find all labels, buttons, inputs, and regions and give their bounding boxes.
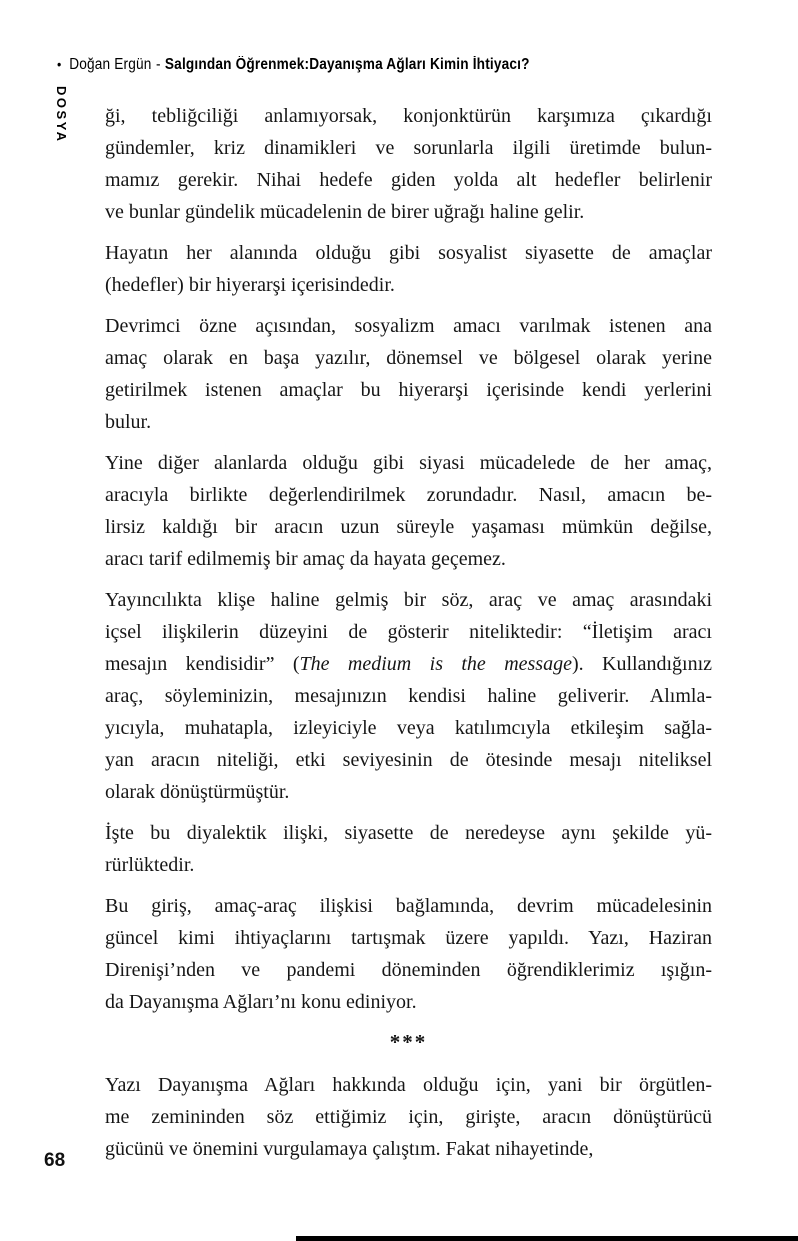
text-segment: Devrimci özne açısından, sosyalizm amacı varılmak istenen ana	[105, 315, 712, 337]
text-line	[105, 986, 712, 1018]
text-segment: araç, söyleminizin, mesajınızın kendisi haline geliverir. Alımla-	[105, 685, 712, 707]
text-segment: mesajın kendisidir” (	[105, 653, 300, 675]
text-line	[105, 511, 712, 543]
paragraph	[105, 237, 712, 301]
article-body	[105, 100, 712, 1174]
section-separator: ***	[389, 1030, 428, 1054]
page-header	[57, 56, 673, 74]
text-line	[105, 269, 712, 301]
text-line	[105, 406, 712, 438]
text-segment: (hedefler) bir hiyerarşi içerisindedir.	[105, 274, 395, 296]
text-line	[105, 776, 712, 808]
text-segment: ği, tebliğciliği anlamıyorsak, konjonktürün karşımıza çıkardığı	[105, 105, 712, 127]
text-line	[105, 954, 712, 986]
text-line	[105, 132, 712, 164]
text-segment: Yayıncılıkta klişe haline gelmiş bir söz, araç ve amaç arasındaki	[105, 589, 712, 611]
text-segment: ). Kullandığınız	[571, 653, 713, 675]
text-segment: mamız gerekir. Nihai hedefe giden yolda alt hedefler belirlenir	[105, 169, 712, 191]
text-line	[105, 680, 712, 712]
text-segment: Yazı Dayanışma Ağları hakkında olduğu için, yani bir örgütlen-	[105, 1074, 712, 1096]
paragraph	[105, 890, 712, 1018]
text-segment: lirsiz kaldığı bir aracın uzun süreyle yaşaması mümkün değilse,	[105, 516, 712, 538]
text-line	[105, 479, 712, 511]
text-line	[105, 584, 712, 616]
text-segment: bulur.	[105, 411, 152, 433]
text-line	[105, 817, 712, 849]
paragraph	[105, 310, 712, 438]
text-segment: İşte bu diyalektik ilişki, siyasette de neredeyse aynı şekilde yü-	[105, 822, 712, 844]
text-line	[105, 890, 712, 922]
header-separator: -	[155, 56, 161, 73]
paragraph	[105, 584, 712, 808]
text-segment: da Dayanışma Ağları’nı konu ediniyor.	[105, 991, 417, 1013]
header-bullet-icon: •	[57, 56, 62, 72]
text-segment: aracıyla birlikte değerlendirilmek zorundadır. Nasıl, amacın be-	[105, 484, 712, 506]
text-segment: aracı tarif edilmemiş bir amaç da hayata geçemez.	[105, 548, 506, 570]
text-line	[105, 543, 712, 575]
text-line	[105, 744, 712, 776]
article-title: Salgından Öğrenmek:Dayanışma Ağları Kimin İhtiyacı?	[164, 56, 530, 73]
text-segment: yıcıyla, muhatapla, izleyiciyle veya katılımcıyla etkileşim sağla-	[105, 717, 712, 739]
text-line	[105, 648, 712, 680]
text-segment: ve bunlar gündelik mücadelenin de birer uğrağı haline gelir.	[105, 201, 585, 223]
text-segment: getirilmek istenen amaçlar bu hiyerarşi içerisinde kendi yerlerini	[105, 379, 712, 401]
text-line	[105, 922, 712, 954]
text-line	[105, 447, 712, 479]
text-line	[105, 1133, 712, 1165]
text-segment: gündemler, kriz dinamikleri ve sorunlarla ilgili üretimde bulun-	[105, 137, 712, 159]
text-segment: amaç olarak en başa yazılır, dönemsel ve bölgesel olarak yerine	[105, 347, 712, 369]
text-line	[105, 310, 712, 342]
text-segment: me zemininden söz ettiğimiz için, girişte, aracın dönüştürücü	[105, 1106, 712, 1128]
page-number: 68	[44, 1150, 66, 1171]
page-bottom-edge	[296, 1236, 798, 1241]
text-segment: güncel kimi ihtiyaçlarını tartışmak üzere yapıldı. Yazı, Haziran	[105, 927, 712, 949]
text-line	[105, 712, 712, 744]
text-line	[105, 849, 712, 881]
author-name: Doğan Ergün	[69, 56, 152, 73]
text-line	[105, 237, 712, 269]
text-line	[105, 374, 712, 406]
text-segment: Bu giriş, amaç-araç ilişkisi bağlamında, devrim mücadelesinin	[105, 895, 712, 917]
text-segment: Yine diğer alanlarda olduğu gibi siyasi mücadelede de her amaç,	[105, 452, 712, 474]
paragraph	[105, 817, 712, 881]
text-line	[105, 164, 712, 196]
text-segment: rürlüktedir.	[105, 854, 195, 876]
paragraph	[105, 100, 712, 228]
paragraph	[105, 447, 712, 575]
text-line	[105, 342, 712, 374]
text-segment: yan aracın niteliği, etki seviyesinin de ötesinde mesajı niteliksel	[105, 749, 712, 771]
text-line	[105, 616, 712, 648]
text-line	[105, 1101, 712, 1133]
section-sidebar-label: DOSYA	[54, 86, 69, 144]
text-segment: olarak dönüştürmüştür.	[105, 781, 290, 803]
text-segment: Direnişi’nden ve pandemi döneminden öğrendiklerimiz ışığın-	[105, 959, 712, 981]
text-segment: Hayatın her alanında olduğu gibi sosyalist siyasette de amaçlar	[105, 242, 712, 264]
text-line	[105, 196, 712, 228]
text-line	[105, 1069, 712, 1101]
text-line	[105, 100, 712, 132]
paragraph	[105, 1069, 712, 1165]
text-segment: gücünü ve önemini vurgulamaya çalıştım. Fakat nihayetinde,	[105, 1138, 594, 1160]
italic-quote-text: The medium is the message	[299, 653, 572, 675]
text-segment: içsel ilişkilerin düzeyini de gösterir niteliktedir: “İletişim aracı	[105, 621, 712, 643]
